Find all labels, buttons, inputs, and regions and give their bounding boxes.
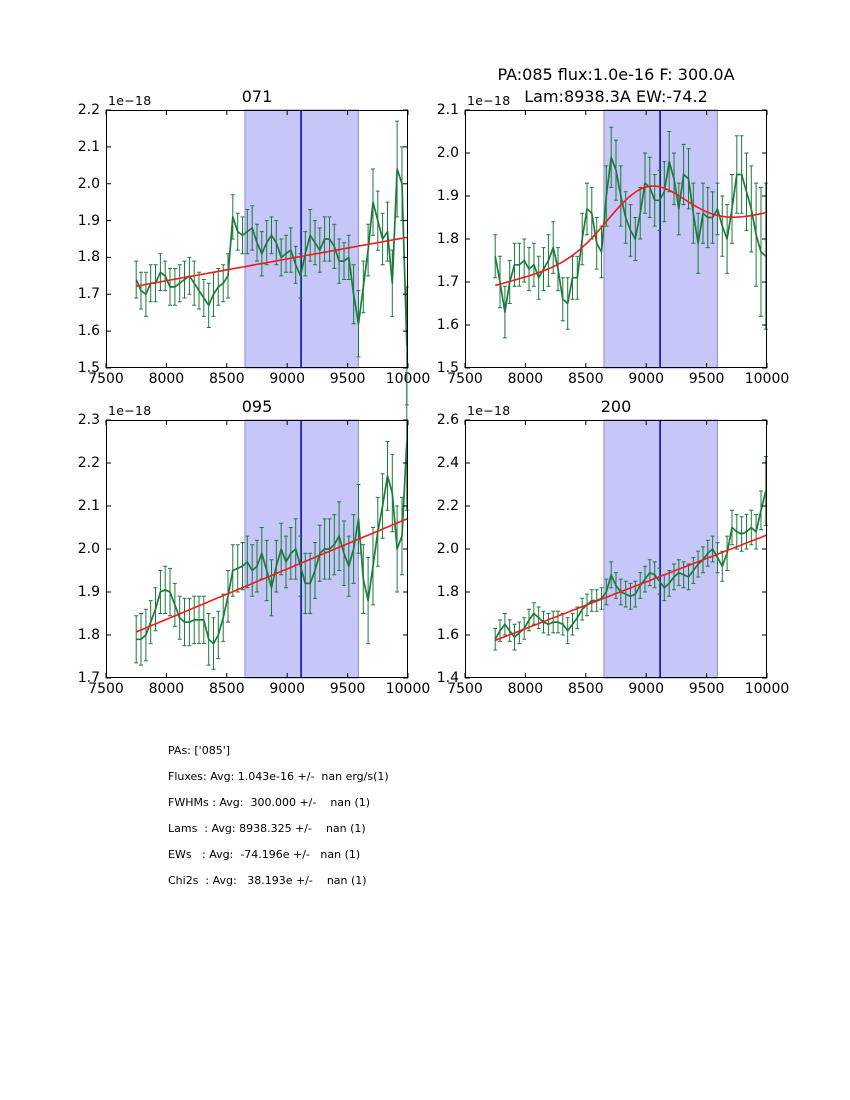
y-tick-label: 1.8: [436, 231, 459, 247]
plot-title-085: PA:085 flux:1.0e-16 F: 300.0A Lam:8938.3A EW:-74.2: [497, 65, 735, 106]
y-tick-label: 2.2: [77, 102, 100, 118]
footer-pas: PAs: ['085']: [168, 744, 231, 757]
y-tick-label: 2.0: [436, 145, 459, 161]
y-tick-label: 2.3: [77, 412, 100, 428]
footer-fluxes: Fluxes: Avg: 1.043e-16 +/- nan erg/s(1): [168, 770, 389, 783]
y-tick-label: 1.7: [436, 274, 459, 290]
x-tick-label: 10000: [744, 681, 790, 697]
footer-fwhms: FWHMs : Avg: 300.000 +/- nan (1): [168, 796, 371, 809]
subplot-200: [436, 397, 790, 697]
y-tick-label: 1.8: [77, 627, 100, 643]
y-tick-label: 2.6: [436, 412, 459, 428]
y-offset-label: 1e−18: [108, 403, 152, 418]
x-tick-label: 8500: [208, 681, 245, 697]
y-tick-label: 1.5: [436, 360, 459, 376]
y-tick-label: 2.0: [436, 541, 459, 557]
x-tick-label: 8000: [507, 371, 544, 387]
y-tick-label: 1.6: [77, 323, 100, 340]
y-tick-label: 2.0: [77, 541, 100, 557]
x-tick-label: 10000: [385, 681, 431, 697]
plot-canvas-071: [106, 110, 408, 368]
x-tick-label: 9500: [688, 371, 725, 387]
plot-title-200: 200: [600, 397, 632, 416]
y-tick-label: 1.8: [77, 249, 100, 266]
x-tick-label: 8000: [148, 371, 185, 387]
y-tick-label: 1.4: [436, 670, 459, 686]
footer-chi2s: Chi2s : Avg: 38.193e +/- nan (1): [168, 874, 367, 887]
x-tick-label: 9500: [329, 371, 366, 387]
x-tick-label: 9000: [628, 681, 664, 697]
x-tick-label: 8000: [148, 681, 185, 697]
x-tick-label: 8500: [567, 681, 604, 697]
x-tick-label: 9500: [688, 681, 725, 697]
x-tick-label: 9000: [269, 681, 305, 697]
plot-title-095: 095: [241, 397, 273, 416]
x-tick-label: 9000: [269, 371, 305, 387]
x-tick-label: 8500: [208, 371, 245, 387]
plot-canvas-085: [465, 110, 767, 368]
x-tick-label: 9000: [628, 371, 664, 387]
y-tick-label: 1.9: [77, 212, 100, 229]
y-tick-label: 2.2: [436, 498, 459, 514]
x-tick-label: 9500: [329, 681, 366, 697]
y-offset-label: 1e−18: [467, 403, 511, 418]
x-tick-label: 7500: [447, 371, 483, 387]
plot-title-071: 071: [241, 87, 273, 106]
y-tick-label: 2.0: [77, 175, 100, 192]
x-tick-label: 8500: [567, 371, 604, 387]
y-tick-label: 2.4: [436, 455, 459, 471]
x-tick-label: 10000: [385, 371, 431, 387]
subplot-095: [77, 397, 431, 697]
subplot-085: [436, 65, 790, 387]
y-tick-label: 2.1: [77, 138, 100, 155]
y-offset-label: 1e−18: [467, 93, 511, 108]
footer-lams: Lams : Avg: 8938.325 +/- nan (1): [168, 822, 366, 835]
footer-ews: EWs : Avg: -74.196e +/- nan (1): [168, 848, 361, 861]
y-tick-label: 1.6: [436, 317, 459, 333]
y-tick-label: 1.8: [436, 584, 459, 600]
x-tick-label: 10000: [744, 371, 790, 387]
y-tick-label: 1.9: [436, 188, 459, 204]
x-tick-label: 8000: [507, 681, 544, 697]
y-tick-label: 2.2: [77, 455, 100, 471]
y-tick-label: 2.1: [77, 498, 100, 514]
plot-canvas-095: [106, 420, 408, 678]
y-tick-label: 1.9: [77, 584, 100, 600]
x-tick-label: 7500: [447, 681, 483, 697]
y-tick-label: 1.6: [436, 627, 459, 643]
plot-canvas-200: [465, 420, 767, 678]
y-tick-label: 2.1: [436, 102, 459, 118]
y-offset-label: 1e−18: [108, 93, 152, 108]
y-tick-label: 1.7: [77, 670, 100, 686]
subplot-071: [77, 87, 431, 387]
x-tick-label: 7500: [88, 371, 124, 387]
x-tick-label: 7500: [88, 681, 124, 697]
y-tick-label: 1.7: [77, 286, 100, 303]
y-tick-label: 1.5: [77, 360, 100, 376]
